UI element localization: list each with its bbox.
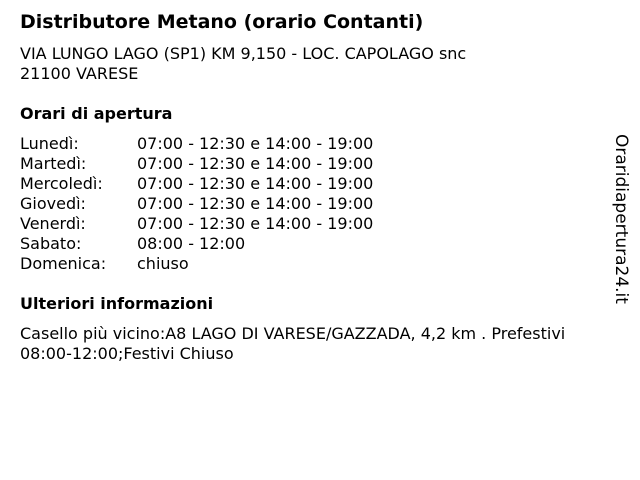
hours-time: 07:00 - 12:30 e 14:00 - 19:00	[137, 174, 374, 193]
hours-day: Domenica:	[20, 254, 107, 273]
additional-info-text	[20, 324, 632, 364]
hours-day: Giovedì:	[20, 194, 86, 213]
opening-hours-table	[20, 134, 373, 274]
hours-row-saturday	[20, 234, 373, 254]
site-watermark	[610, 134, 634, 310]
hours-row-monday	[20, 134, 373, 154]
hours-day: Lunedì:	[20, 134, 79, 153]
hours-time: chiuso	[137, 254, 189, 273]
hours-time: 08:00 - 12:00	[137, 234, 246, 253]
site-watermark-text: Oraridiapertura24.it	[611, 134, 631, 304]
hours-day: Venerdì:	[20, 214, 86, 233]
address-line-2: 21100 VARESE	[20, 64, 139, 83]
hours-day: Sabato:	[20, 234, 82, 253]
hours-day: Martedì:	[20, 154, 87, 173]
hours-row-thursday	[20, 194, 373, 214]
additional-info-line-2: 08:00-12:00;Festivi Chiuso	[20, 344, 234, 363]
hours-time: 07:00 - 12:30 e 14:00 - 19:00	[137, 194, 374, 213]
additional-info-line-1: Casello più vicino:A8 LAGO DI VARESE/GAZZADA, 4,2 km . Prefestivi	[20, 324, 566, 343]
hours-row-tuesday	[20, 154, 373, 174]
address-line-1: VIA LUNGO LAGO (SP1) KM 9,150 - LOC. CAPOLAGO snc	[20, 44, 467, 63]
hours-row-friday	[20, 214, 373, 234]
additional-info-heading: Ulteriori informazioni	[20, 294, 214, 313]
hours-time: 07:00 - 12:30 e 14:00 - 19:00	[137, 134, 374, 153]
page-title: Distributore Metano (orario Contanti)	[20, 11, 424, 33]
hours-time: 07:00 - 12:30 e 14:00 - 19:00	[137, 214, 374, 233]
hours-row-wednesday	[20, 174, 373, 194]
hours-time: 07:00 - 12:30 e 14:00 - 19:00	[137, 154, 374, 173]
opening-hours-heading: Orari di apertura	[20, 104, 173, 123]
hours-row-sunday	[20, 254, 373, 274]
hours-day: Mercoledì:	[20, 174, 103, 193]
